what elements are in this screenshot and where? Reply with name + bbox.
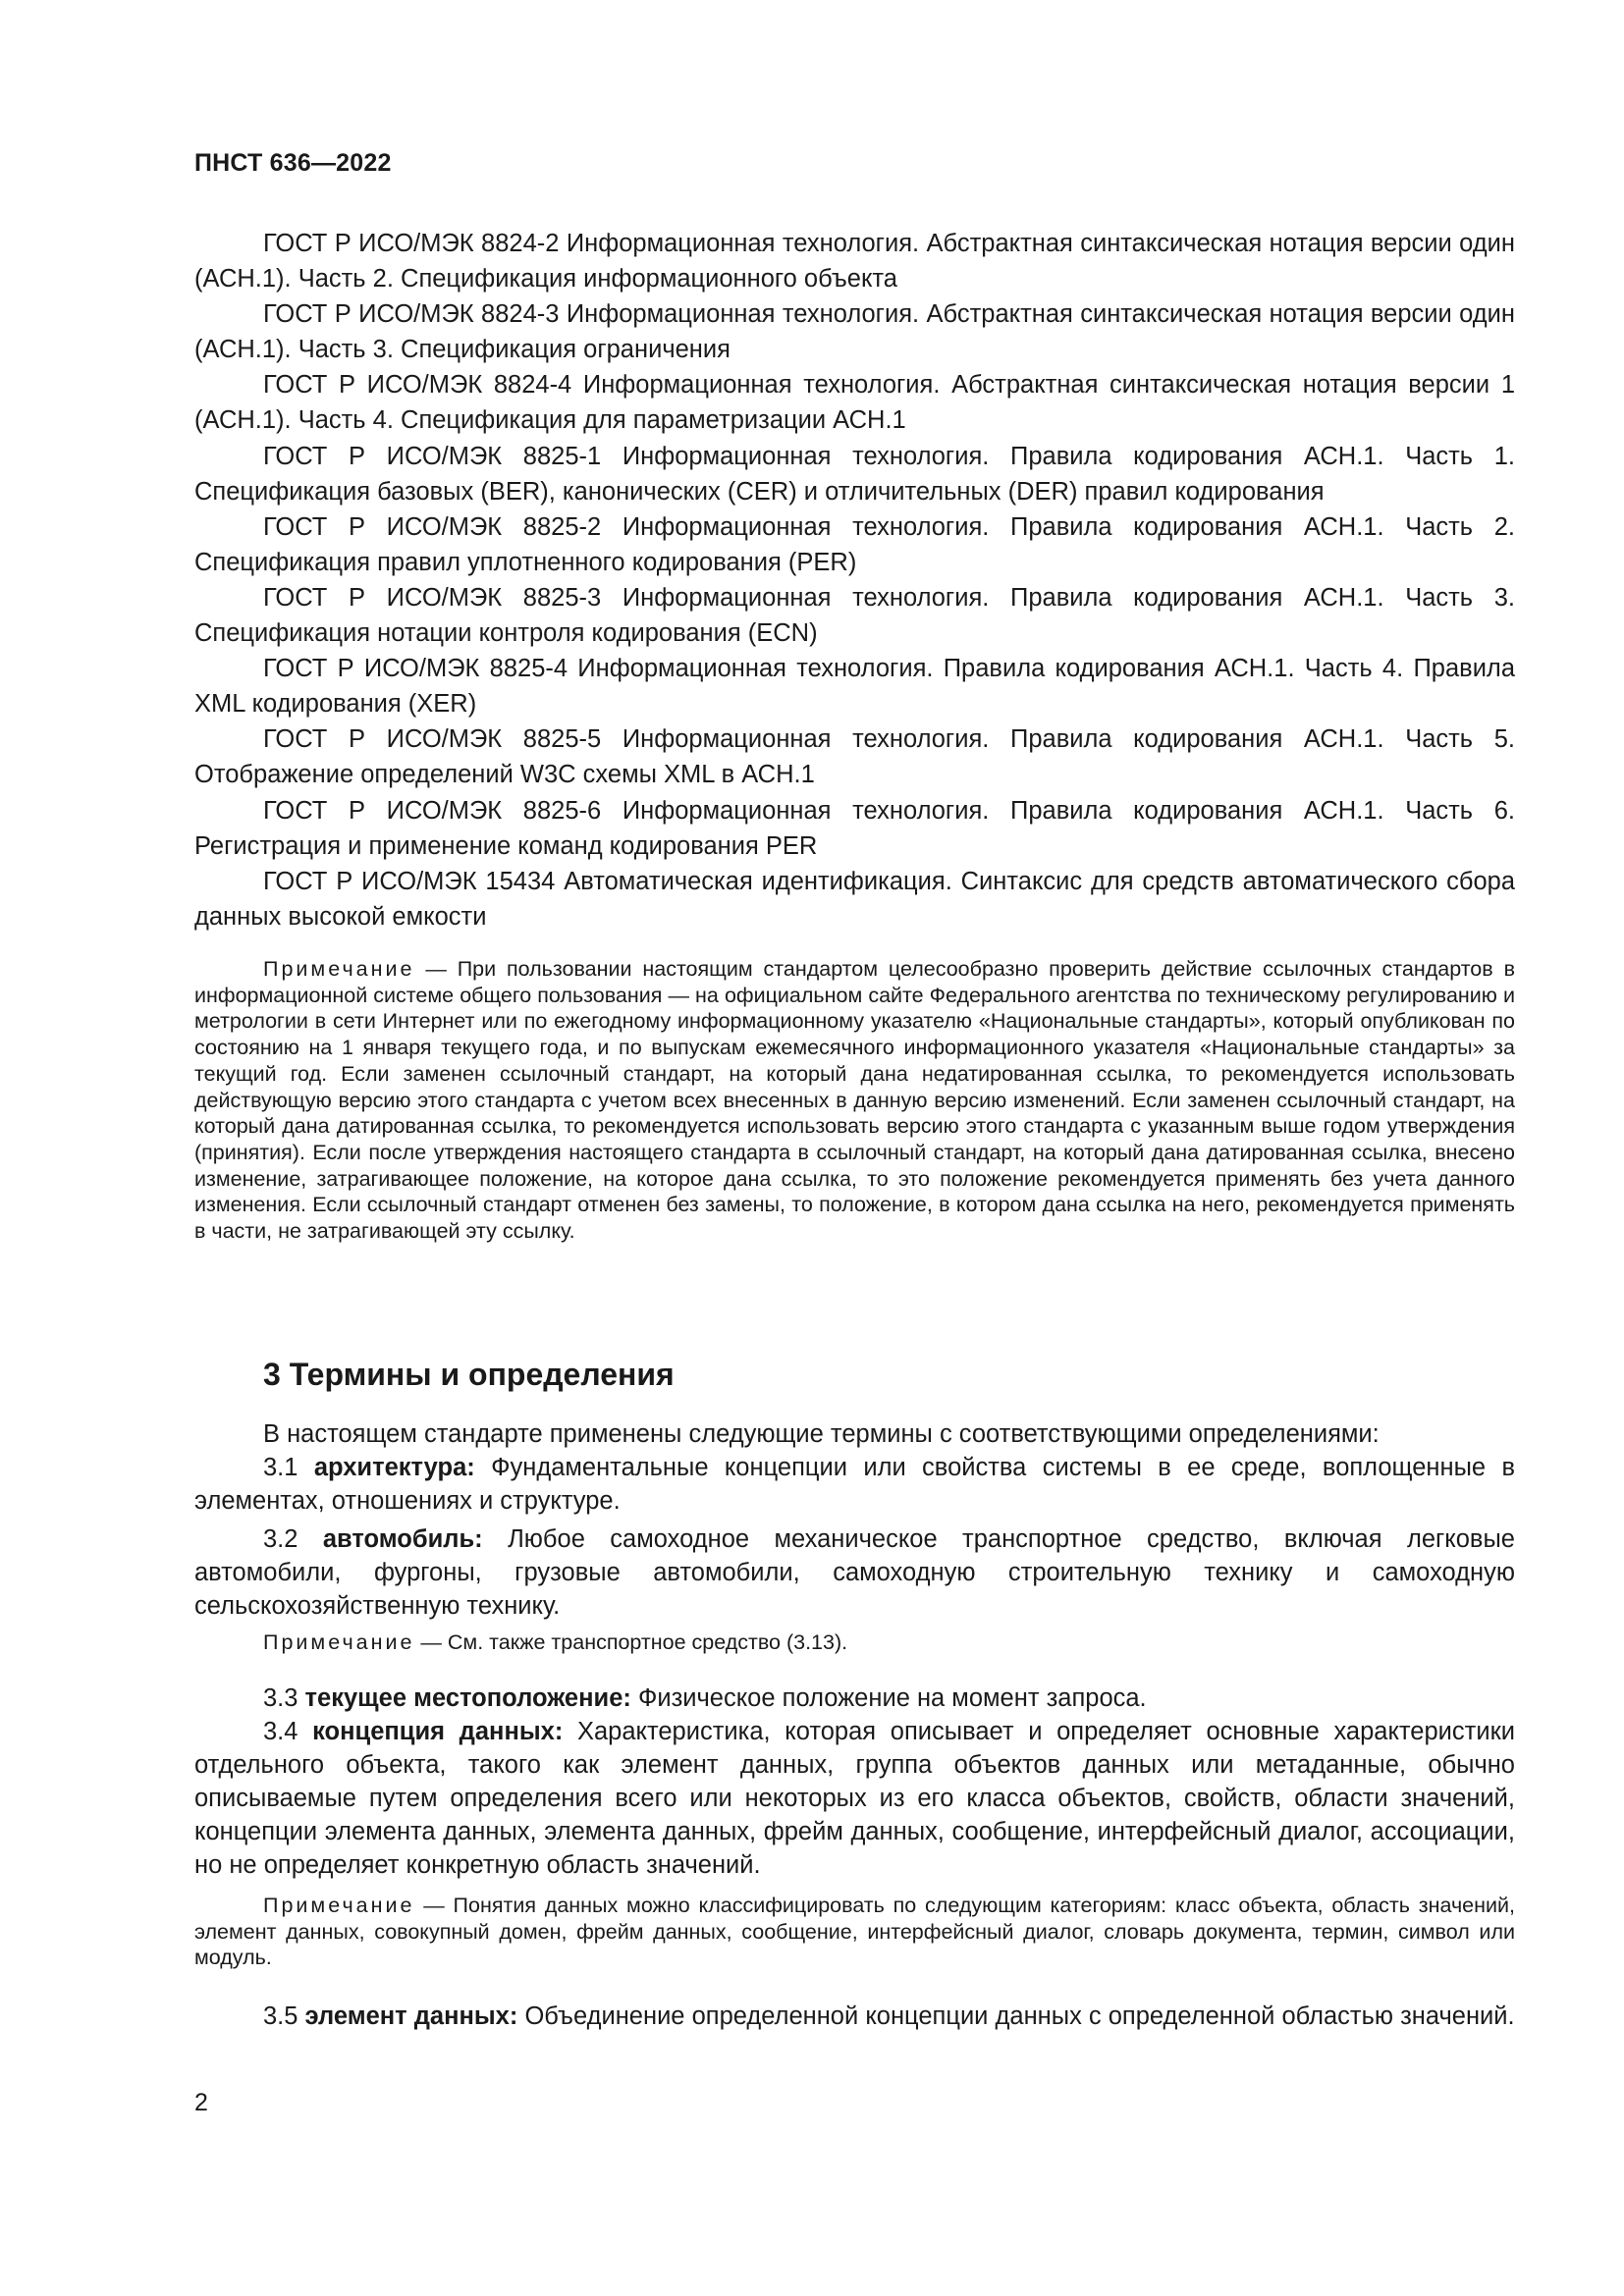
normative-references-list — [194, 226, 1515, 934]
note-label: Примечание — [263, 1894, 415, 1917]
section-title: 3 Термины и определения — [263, 1357, 675, 1392]
term-note — [194, 1629, 1515, 1656]
term-text: Физическое положение на момент запроса. — [630, 1684, 1147, 1712]
document-header: ПНСТ 636—2022 — [194, 149, 392, 177]
page-number: 2 — [194, 2089, 208, 2116]
term-definition — [194, 1715, 1515, 1882]
reference-item: ГОСТ Р ИСО/МЭК 8824-4 Информационная технология. Абстрактная синтаксическая нотация версии 1 (АСН.1). Часть 4. Спецификация для параметризации АСН.1 — [194, 371, 1515, 435]
reference-item: ГОСТ Р ИСО/МЭК 8825-6 Информационная технология. Правила кодирования АСН.1. Часть 6. Регистрация и применение команд кодирования PER — [194, 796, 1515, 860]
term-number: 3.3 — [263, 1684, 305, 1712]
note-text: — При пользовании настоящим стандартом целесообразно проверить действие ссылочных стандартов в информационной системе общего пользования — на официальном сайте Федерального агентства по техническому регулированию и метрологии в сети Интернет или по ежегодному информационному указателю «Национальные стандарты», который опубликован по состоянию на 1 января текущего года, и по выпускам ежемесячного информационного указателя «Национальные стандарты» за текущий год. Если заменен ссылочный стандарт, на который дана недатированная ссылка, то рекомендуется использовать действующую версию этого стандарта с учетом всех внесенных в данную версию изменений. Если заменен ссылочный стандарт, на который дана датированная ссылка, то рекомендуется использовать версию этого стандарта с указанным выше годом утверждения (принятия). Если после утверждения настоящего стандарта в ссылочный стандарт, на который дана датированная ссылка, внесено изменение, затрагивающее положение, на которое дана ссылка, то это положение рекомендуется применять без учета данного изменения. Если ссылочный стандарт отменен без замены, то положение, в котором дана ссылка на него, рекомендуется применять в части, не затрагивающей эту ссылку. — [194, 957, 1515, 1244]
reference-item: ГОСТ Р ИСО/МЭК 8825-4 Информационная технология. Правила кодирования АСН.1. Часть 4. Правила XML кодирования (XER) — [194, 655, 1515, 719]
term-definition — [194, 1451, 1515, 1518]
term-text: Объединение определенной концепции данных с определенной областью значений. — [517, 2002, 1515, 2030]
term-number: 3.2 — [263, 1525, 323, 1553]
term-text: Характеристика, которая описывает и определяет основные характеристики отдельного объекта, такого как элемент данных, группа объектов данных или метаданные, обычно описываемые путем определения всего или некоторых из его класса объектов, свойств, области значений, концепции элемента данных, элемента данных, фрейм данных, сообщение, интерфейсный диалог, ассоциации, но не определяет конкретную область значений. — [194, 1718, 1515, 1879]
term-name: текущее местоположение: — [304, 1684, 631, 1712]
references-note — [194, 956, 1515, 1245]
term-definition — [194, 1522, 1515, 1623]
term-text: Фундаментальные концепции или свойства системы в ее среде, воплощенные в элементах, отношениях и структуре. — [194, 1454, 1515, 1515]
reference-item: ГОСТ Р ИСО/МЭК 8825-1 Информационная технология. Правила кодирования АСН.1. Часть 1. Спецификация базовых (BER), канонических (CER) и отличительных (DER) правил кодирования — [194, 442, 1515, 506]
note-label: Примечание — [263, 1630, 415, 1654]
term-name: автомобиль: — [322, 1525, 483, 1553]
term-name: архитектура: — [313, 1454, 475, 1481]
term-number: 3.5 — [263, 2002, 305, 2030]
reference-item: ГОСТ Р ИСО/МЭК 8824-2 Информационная технология. Абстрактная синтаксическая нотация версии один (АСН.1). Часть 2. Спецификация информационного объекта — [194, 230, 1515, 294]
term-text: Любое самоходное механическое транспортное средство, включая легковые автомобили, фургоны, грузовые автомобили, самоходную строительную технику и самоходную сельскохозяйственную технику. — [194, 1525, 1515, 1620]
term-name: концепция данных: — [312, 1718, 564, 1745]
reference-item: ГОСТ Р ИСО/МЭК 8825-2 Информационная технология. Правила кодирования АСН.1. Часть 2. Спецификация правил уплотненного кодирования (PER) — [194, 512, 1515, 576]
term-definition — [194, 2000, 1515, 2033]
reference-item: ГОСТ Р ИСО/МЭК 8825-3 Информационная технология. Правила кодирования АСН.1. Часть 3. Спецификация нотации контроля кодирования (ECN) — [194, 583, 1515, 648]
term-number: 3.4 — [263, 1718, 313, 1745]
reference-item: ГОСТ Р ИСО/МЭК 15434 Автоматическая идентификация. Синтаксис для средств автоматического сбора данных высокой емкости — [194, 867, 1515, 931]
reference-item: ГОСТ Р ИСО/МЭК 8824-3 Информационная технология. Абстрактная синтаксическая нотация версии один (АСН.1). Часть 3. Спецификация ограничения — [194, 300, 1515, 364]
reference-item: ГОСТ Р ИСО/МЭК 8825-5 Информационная технология. Правила кодирования АСН.1. Часть 5. Отображение определений W3C схемы XML в АСН.1 — [194, 725, 1515, 789]
section-intro: В настоящем стандарте применены следующие термины с соответствующими определениями: — [263, 1420, 1380, 1448]
term-definition — [194, 1682, 1515, 1715]
term-name: элемент данных: — [304, 2002, 518, 2030]
term-note — [194, 1893, 1515, 1971]
note-text: — См. также транспортное средство (3.13). — [414, 1630, 848, 1654]
note-text: — Понятия данных можно классифицировать по следующим категориям: класс объекта, область значений, элемент данных, совокупный домен, фрейм данных, сообщение, интерфейсный диалог, словарь документа, термин, символ или модуль. — [194, 1894, 1515, 1970]
note-label: Примечание — [263, 957, 415, 981]
term-number: 3.1 — [263, 1454, 314, 1481]
